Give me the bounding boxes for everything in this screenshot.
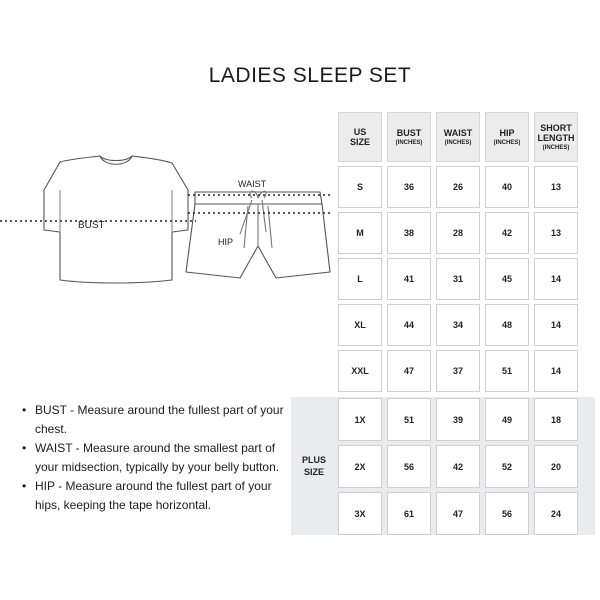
plus-size-table (333, 394, 583, 539)
size-cell: 3X (338, 492, 382, 535)
bust-label: BUST (78, 220, 105, 231)
hip-cell: 52 (485, 445, 529, 488)
size-cell: XXL (338, 350, 382, 392)
bust-cell: 47 (387, 350, 431, 392)
bullet-icon: • (22, 441, 27, 455)
short-length-cell: 14 (534, 304, 578, 346)
list-item: • HIP - Measure around the fullest part of your hips, keeping the tape horizontal. (22, 479, 272, 512)
page-title: LADIES SLEEP SET (208, 64, 412, 87)
waist-label: WAIST (238, 179, 267, 189)
plus-size-section (291, 397, 595, 535)
table-row (338, 398, 578, 441)
hip-cell: 45 (485, 258, 529, 300)
bust-cell: 41 (387, 258, 431, 300)
bust-cell: 56 (387, 445, 431, 488)
hip-label: HIP (218, 237, 234, 247)
hip-cell: 42 (485, 212, 529, 254)
short-length-cell: 14 (534, 258, 578, 300)
waist-cell: 28 (436, 212, 480, 254)
size-cell: S (338, 166, 382, 208)
table-row (338, 212, 578, 254)
bullet-icon: • (22, 479, 27, 493)
shorts-icon (186, 191, 330, 278)
table-header-row (338, 112, 578, 162)
size-chart-table (333, 108, 583, 396)
waist-cell: 42 (436, 445, 480, 488)
short-length-cell: 20 (534, 445, 578, 488)
tshirt-icon (44, 156, 188, 283)
bullet-icon: • (22, 403, 27, 417)
table-row (338, 492, 578, 535)
waist-cell: 31 (436, 258, 480, 300)
bust-cell: 38 (387, 212, 431, 254)
size-cell: 1X (338, 398, 382, 441)
garment-illustration (0, 150, 335, 300)
hip-cell: 51 (485, 350, 529, 392)
table-row (338, 445, 578, 488)
table-row (338, 350, 578, 392)
size-cell: L (338, 258, 382, 300)
bust-cell: 36 (387, 166, 431, 208)
header-bust: BUST (INCHES) (387, 112, 431, 162)
hip-cell: 48 (485, 304, 529, 346)
waist-cell: 39 (436, 398, 480, 441)
hip-cell: 56 (485, 492, 529, 535)
list-item: • WAIST - Measure around the smallest part of your midsection, typically by your belly button. (22, 441, 280, 474)
short-length-cell: 13 (534, 166, 578, 208)
header-waist: WAIST (INCHES) (436, 112, 480, 162)
size-cell: 2X (338, 445, 382, 488)
plus-size-label: PLUS SIZE (301, 455, 326, 477)
measurement-notes (22, 401, 284, 515)
hip-cell: 49 (485, 398, 529, 441)
size-cell: M (338, 212, 382, 254)
short-length-cell: 14 (534, 350, 578, 392)
list-item: • BUST - Measure around the fullest part of your chest. (22, 403, 284, 436)
bust-cell: 44 (387, 304, 431, 346)
waist-cell: 34 (436, 304, 480, 346)
short-length-cell: 24 (534, 492, 578, 535)
size-cell: XL (338, 304, 382, 346)
table-row (338, 304, 578, 346)
header-short-length: SHORT LENGTH (INCHES) (534, 112, 578, 162)
waist-cell: 47 (436, 492, 480, 535)
header-hip: HIP (INCHES) (485, 112, 529, 162)
waist-cell: 26 (436, 166, 480, 208)
waist-cell: 37 (436, 350, 480, 392)
hip-cell: 40 (485, 166, 529, 208)
header-us-size: US SIZE (338, 112, 382, 162)
bust-cell: 61 (387, 492, 431, 535)
bust-cell: 51 (387, 398, 431, 441)
short-length-cell: 18 (534, 398, 578, 441)
table-row (338, 166, 578, 208)
short-length-cell: 13 (534, 212, 578, 254)
table-row (338, 258, 578, 300)
